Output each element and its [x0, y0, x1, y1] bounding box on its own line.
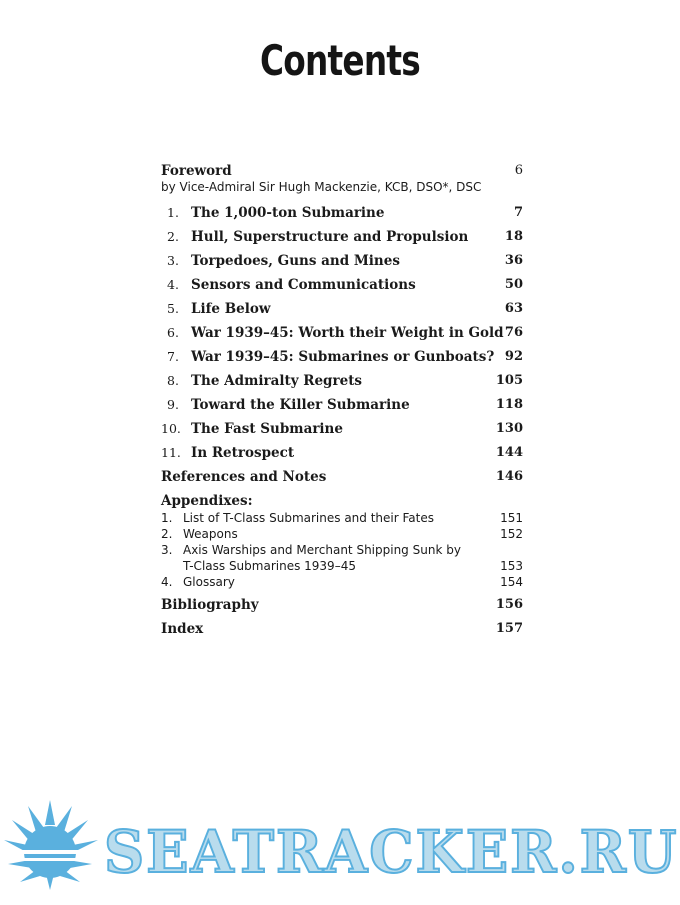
- chapter-entry[interactable]: [161, 203, 523, 223]
- appendix-page: 153: [500, 559, 523, 573]
- appendix-number: 1.: [161, 511, 173, 525]
- appendix-entry[interactable]: [161, 542, 523, 574]
- bibliography-label: Bibliography: [161, 597, 259, 613]
- chapter-title: Hull, Superstructure and Propulsion: [191, 229, 469, 245]
- appendix-number: 2.: [161, 527, 173, 541]
- appendix-page: 152: [500, 527, 523, 541]
- chapter-number: 4.: [167, 277, 179, 292]
- appendix-entry[interactable]: [161, 510, 523, 526]
- chapter-number: 2.: [167, 229, 179, 244]
- chapter-page: 130: [495, 421, 523, 436]
- chapter-number: 1.: [167, 205, 179, 220]
- references-label: References and Notes: [161, 469, 327, 485]
- index-page: 157: [495, 621, 523, 636]
- chapter-page: 18: [504, 229, 523, 244]
- index-label: Index: [161, 621, 204, 637]
- chapter-page: 7: [513, 205, 523, 220]
- appendix-page: 151: [500, 511, 523, 525]
- chapter-title: In Retrospect: [191, 445, 295, 461]
- page-title: Contents: [260, 36, 420, 85]
- chapter-number: 10.: [161, 421, 181, 436]
- chapter-title: Sensors and Communications: [191, 277, 416, 293]
- appendix-number: 4.: [161, 575, 173, 589]
- appendix-number: 3.: [161, 543, 173, 557]
- bibliography-page: 156: [495, 597, 523, 612]
- foreword-byline: by Vice-Admiral Sir Hugh Mackenzie, KCB, DSO*, DSC: [161, 180, 482, 194]
- chapter-entry[interactable]: [161, 251, 523, 271]
- bibliography-entry[interactable]: [161, 595, 523, 615]
- chapter-page: 76: [504, 325, 523, 340]
- chapter-page: 36: [504, 253, 523, 268]
- chapter-title: Toward the Killer Submarine: [191, 397, 410, 413]
- index-entry[interactable]: [161, 619, 523, 639]
- chapter-title: War 1939–45: Worth their Weight in Gold: [191, 325, 504, 341]
- chapter-title: The Admiralty Regrets: [191, 373, 363, 389]
- chapter-number: 11.: [161, 445, 181, 460]
- chapter-number: 7.: [167, 349, 179, 364]
- appendix-entry[interactable]: [161, 526, 523, 542]
- chapter-title: War 1939–45: Submarines or Gunboats?: [191, 349, 495, 365]
- chapter-number: 3.: [167, 253, 179, 268]
- chapter-number: 5.: [167, 301, 179, 316]
- chapter-title: The Fast Submarine: [191, 421, 343, 437]
- references-page: 146: [495, 469, 523, 484]
- appendix-title-continued: T-Class Submarines 1939–45: [183, 559, 356, 573]
- chapter-title: Torpedoes, Guns and Mines: [191, 253, 400, 269]
- chapter-title: Life Below: [191, 301, 271, 317]
- chapter-entry[interactable]: [161, 299, 523, 319]
- chapter-entry[interactable]: [161, 443, 523, 463]
- chapter-page: 92: [504, 349, 523, 364]
- references-entry[interactable]: [161, 467, 523, 487]
- foreword-label: Foreword: [161, 163, 232, 179]
- watermark-banner: [0, 780, 680, 905]
- chapter-number: 6.: [167, 325, 179, 340]
- watermark-text: SEATRACKER.RU: [104, 818, 679, 886]
- appendix-page: 154: [500, 575, 523, 589]
- appendix-title: Axis Warships and Merchant Shipping Sunk by: [183, 543, 461, 557]
- chapter-entry[interactable]: [161, 323, 523, 343]
- chapter-entry[interactable]: [161, 347, 523, 367]
- chapter-entry[interactable]: [161, 419, 523, 439]
- chapter-title: The 1,000-ton Submarine: [191, 205, 385, 221]
- chapter-entry[interactable]: [161, 275, 523, 295]
- chapter-number: 9.: [167, 397, 179, 412]
- chapter-page: 63: [504, 301, 523, 316]
- appendixes-heading: Appendixes:: [161, 493, 253, 509]
- chapter-number: 8.: [167, 373, 179, 388]
- chapter-page: 50: [504, 277, 523, 292]
- chapter-page: 105: [495, 373, 523, 388]
- chapter-page: 118: [495, 397, 523, 412]
- chapter-entry[interactable]: [161, 227, 523, 247]
- chapter-page: 144: [495, 445, 523, 460]
- appendix-title: Weapons: [183, 527, 238, 541]
- foreword-page: 6: [514, 163, 523, 178]
- appendix-entry[interactable]: [161, 574, 523, 590]
- chapter-entry[interactable]: [161, 371, 523, 391]
- appendix-title: Glossary: [183, 575, 235, 589]
- appendix-title: List of T-Class Submarines and their Fates: [183, 511, 434, 525]
- sun-logo-icon: [0, 780, 110, 905]
- chapter-entry[interactable]: [161, 395, 523, 415]
